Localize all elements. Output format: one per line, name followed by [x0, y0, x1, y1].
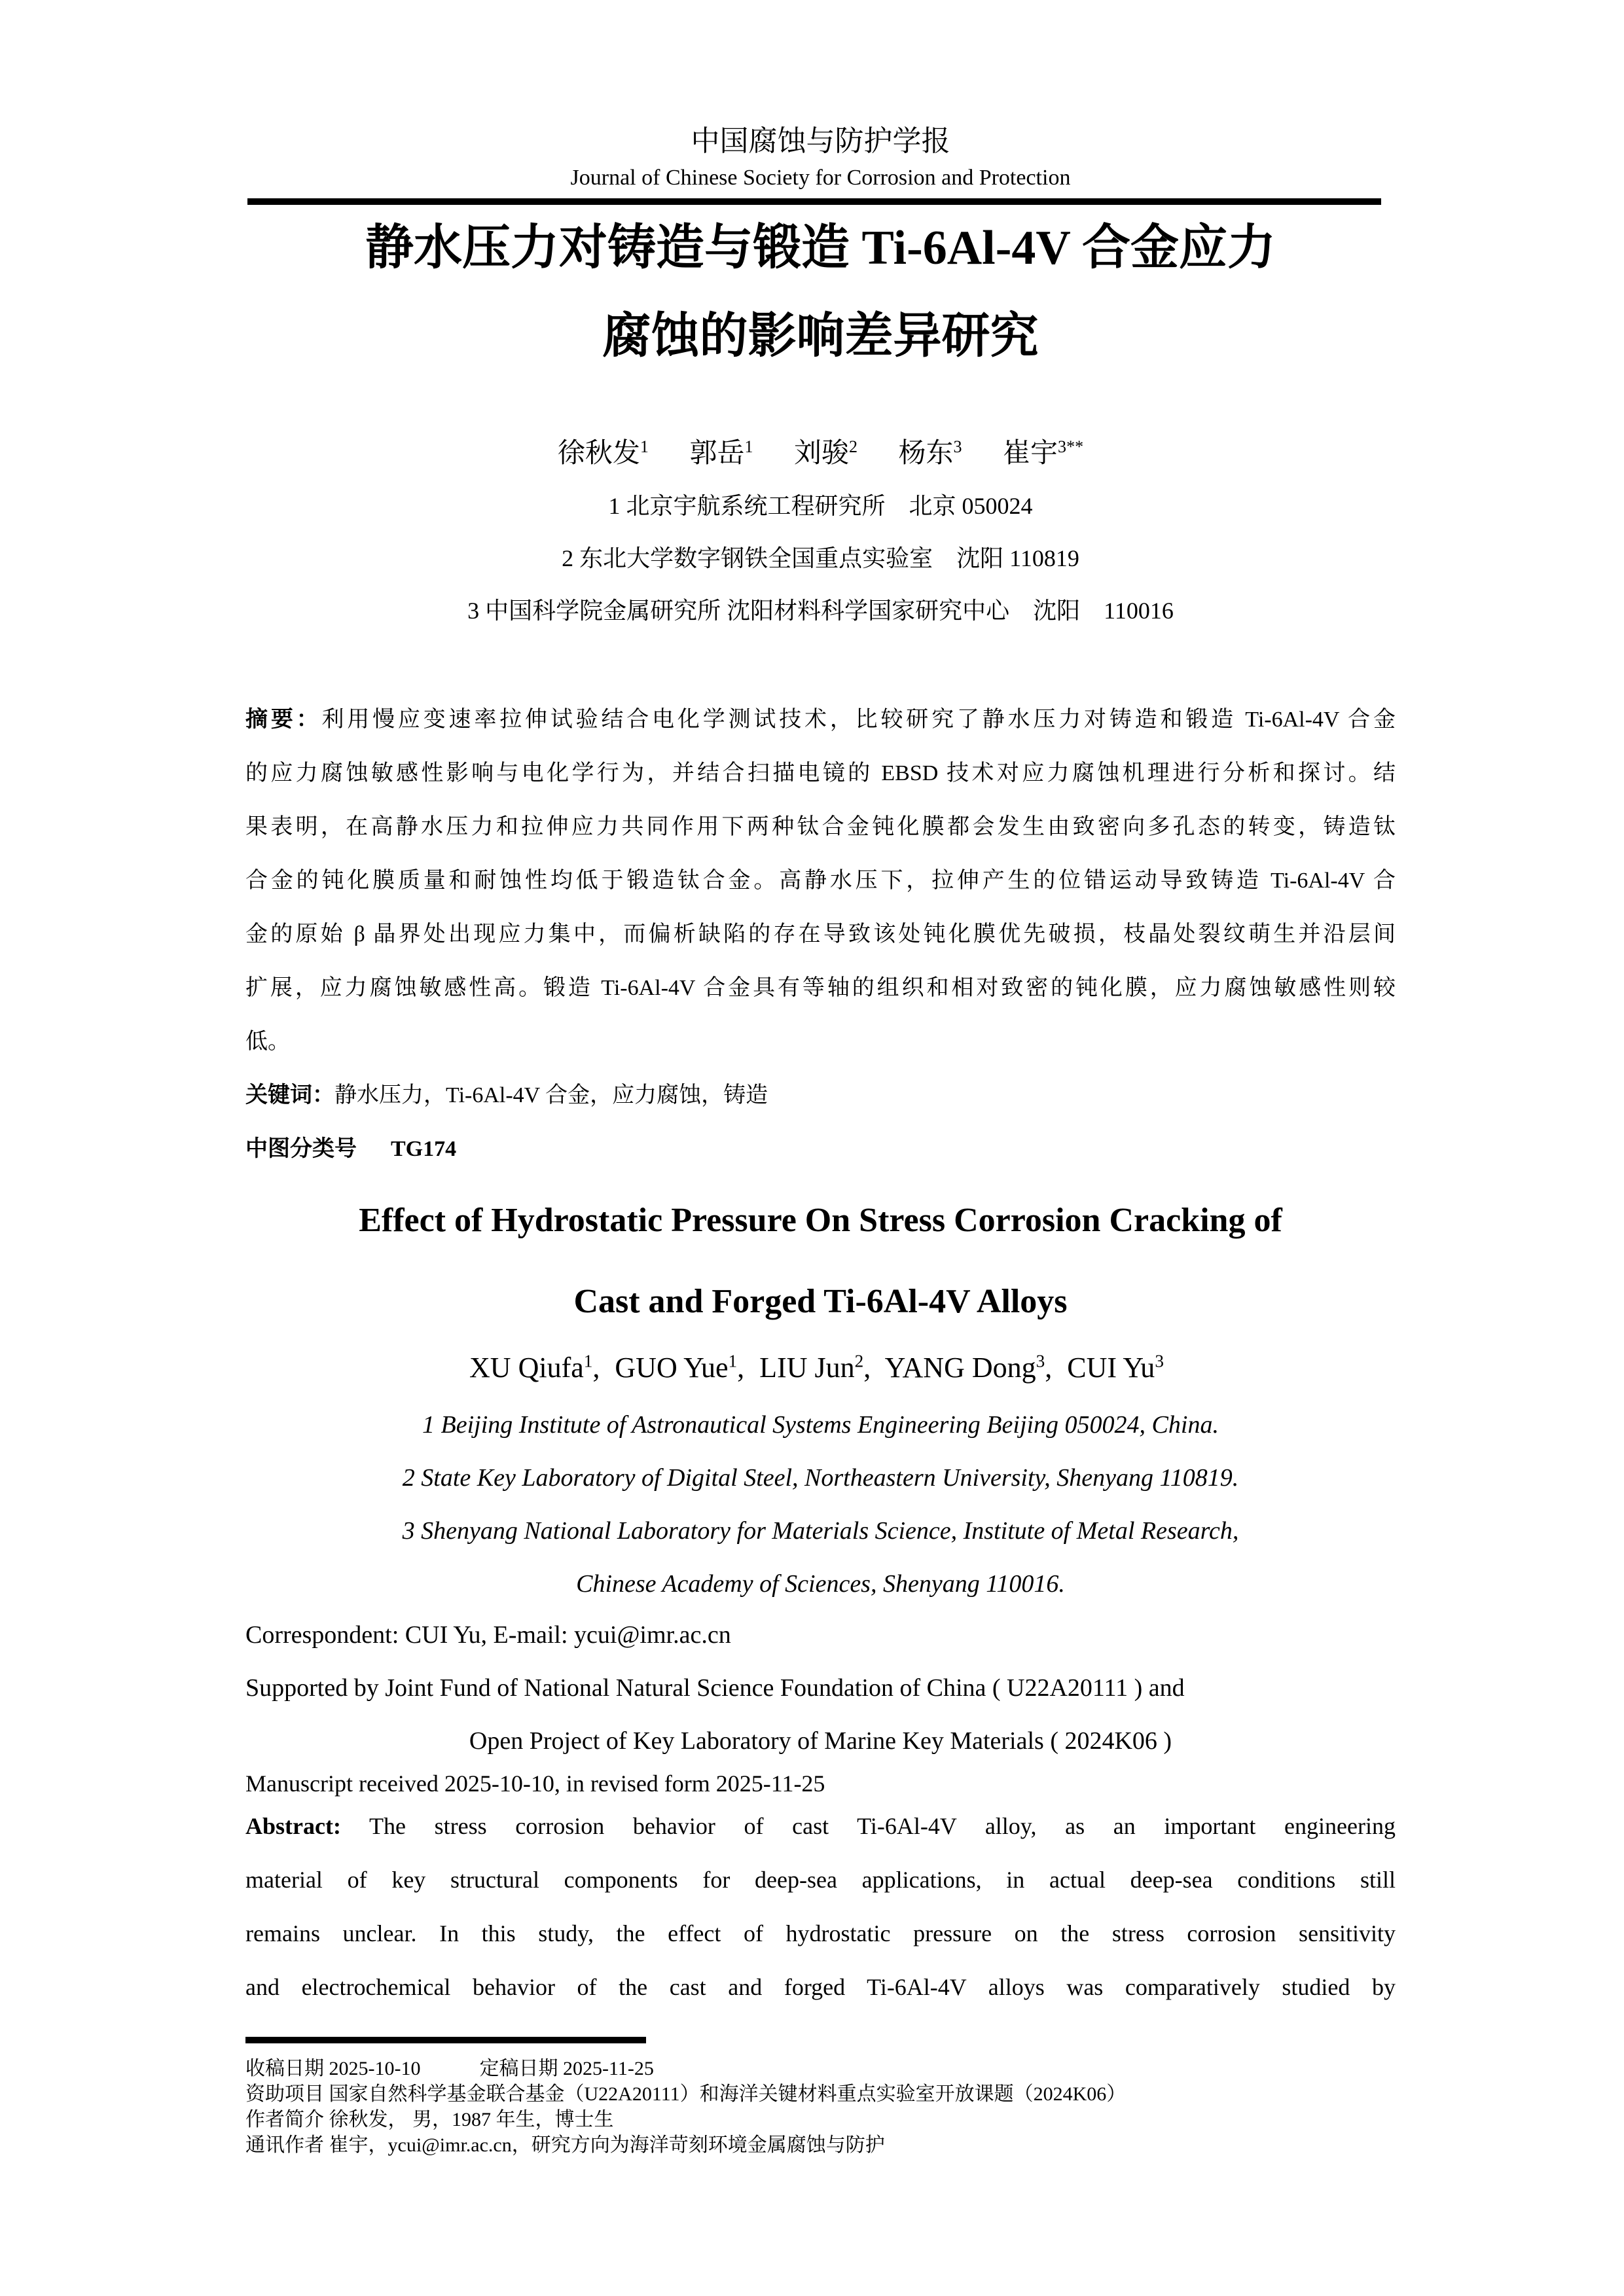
author-superscript: 1 — [583, 1351, 593, 1371]
paper-title-cn-line2: 腐蚀的影响差异研究 — [602, 310, 1039, 363]
paper-title-cn-line1: 静水压力对铸造与锻造 Ti-6Al-4V 合金应力 — [365, 221, 1276, 275]
paper-title-cn — [245, 204, 1396, 381]
footnote-line: 资助项目 国家自然科学基金联合基金（U22A20111）和海洋关键材料重点实验室开放课题（2024K06） — [245, 2083, 1127, 2105]
author-superscript: 3** — [1058, 437, 1084, 456]
paper-title-en — [245, 1180, 1396, 1342]
abstract-cn-line: 扩展，应力腐蚀敏感性高。锻造 Ti-6Al-4V 合金具有等轴的组织和相对致密的钝化膜，应力腐蚀敏感性则较 — [245, 976, 1396, 1000]
abstract-en-line: and electrochemical behavior of the cast and forged Ti-6Al-4V alloys was comparatively studied by — [245, 1974, 1396, 2000]
affiliation-cn: 1 北京宇航系统工程研究所 北京 050024 — [608, 493, 1033, 519]
abstract-cn-line — [245, 693, 1396, 747]
journal-title-en: Journal of Chinese Society for Corrosion and Protection — [570, 166, 1071, 190]
abstract-en — [245, 1799, 1396, 2014]
author-separator: , — [1045, 1352, 1053, 1384]
author-cn — [689, 427, 753, 480]
abstract-en-line — [245, 1799, 1396, 1853]
keywords-label: 关键词： — [245, 1083, 334, 1107]
clc-value: TG174 — [391, 1137, 457, 1161]
author-separator: , — [737, 1352, 745, 1384]
author-superscript: 1 — [640, 437, 649, 456]
affiliations-en — [245, 1399, 1396, 1611]
author-name: 郭岳 — [689, 439, 745, 469]
affiliation-en: Chinese Academy of Sciences, Shenyang 110016. — [576, 1570, 1065, 1598]
abstract-cn-line: 金的原始 β 晶界处出现应力集中，而偏析缺陷的存在导致该处钝化膜优先破损，枝晶处裂纹萌生并沿层间 — [245, 922, 1396, 946]
affiliation-en: 3 Shenyang National Laboratory for Materials Science, Institute of Metal Research, — [402, 1517, 1239, 1545]
author-name: XU Qiufa — [469, 1352, 584, 1384]
author-cn — [1003, 427, 1083, 480]
open-project-line: Open Project of Key Laboratory of Marine Key Materials ( 2024K06 ) — [469, 1727, 1172, 1755]
clc-label: 中图分类号 — [245, 1137, 357, 1161]
journal-title-cn: 中国腐蚀与防护学报 — [691, 125, 950, 157]
author-en — [469, 1352, 607, 1384]
footnote-rule — [245, 2037, 646, 2043]
author-superscript: 3 — [1036, 1351, 1045, 1371]
affiliation-cn: 2 东北大学数字钢铁全国重点实验室 沈阳 110819 — [562, 545, 1079, 571]
keywords-text: 静水压力，Ti-6Al-4V 合金，应力腐蚀，铸造 — [334, 1083, 768, 1107]
author-name: GUO Yue — [615, 1352, 729, 1384]
abstract-cn-line: 的应力腐蚀敏感性影响与电化学行为，并结合扫描电镜的 EBSD 技术对应力腐蚀机理进行分析和探讨。结 — [245, 761, 1396, 785]
author-cn — [558, 427, 649, 480]
author-superscript: 2 — [848, 437, 857, 456]
affiliation-en: 2 State Key Laboratory of Digital Steel, Northeastern University, Shenyang 110819. — [402, 1464, 1239, 1492]
author-en — [1067, 1352, 1172, 1384]
author-name: 崔宇 — [1003, 439, 1058, 469]
abstract-cn-text: 利用慢应变速率拉伸试验结合电化学测试技术，比较研究了静水压力对铸造和锻造 Ti-6Al-4V 合金 — [321, 708, 1396, 732]
author-superscript: 1 — [744, 437, 753, 456]
abstract-cn-line: 果表明，在高静水压力和拉伸应力共同作用下两种钛合金钝化膜都会发生由致密向多孔态的转变，铸造钛 — [245, 815, 1396, 839]
authors-en — [245, 1342, 1396, 1394]
author-name: 杨东 — [898, 439, 954, 469]
abstract-en-line: remains unclear. In this study, the effect of hydrostatic pressure on the stress corrosion sensitivity — [245, 1920, 1396, 1946]
author-name: YANG Dong — [884, 1352, 1036, 1384]
correspondence-block — [245, 1609, 1396, 1768]
abstract-en-label: Abstract: — [245, 1813, 341, 1839]
manuscript-line: Manuscript received 2025-10-10, in revised form 2025-11-25 — [245, 1770, 825, 1797]
correspondent-line: Correspondent: CUI Yu, E-mail: ycui@imr.ac.cn — [245, 1621, 731, 1649]
abstract-en-line: material of key structural components for deep-sea applications, in actual deep-sea conditions still — [245, 1867, 1396, 1893]
author-name: LIU Jun — [759, 1352, 855, 1384]
clc-line — [245, 1122, 1396, 1176]
author-separator: , — [592, 1352, 600, 1384]
paper-title-en-line2: Cast and Forged Ti-6Al-4V Alloys — [573, 1283, 1068, 1320]
paper-title-en-line1: Effect of Hydrostatic Pressure On Stress Corrosion Cracking of — [359, 1202, 1282, 1239]
author-en — [615, 1352, 752, 1384]
author-superscript: 3 — [1155, 1351, 1164, 1371]
affiliation-cn: 3 中国科学院金属研究所 沈阳材料科学国家研究中心 沈阳 110016 — [467, 598, 1174, 624]
footnote-line: 收稿日期 2025-10-10 定稿日期 2025-11-25 — [245, 2058, 654, 2079]
footnotes — [245, 2056, 1396, 2158]
abstract-cn — [245, 693, 1396, 1176]
abstract-cn-line: 低。 — [245, 1030, 290, 1054]
author-cn — [899, 427, 962, 480]
author-superscript: 2 — [854, 1351, 864, 1371]
keywords-line — [245, 1069, 1396, 1122]
author-en — [885, 1352, 1060, 1384]
author-en — [759, 1352, 878, 1384]
author-superscript: 3 — [953, 437, 962, 456]
author-name: 刘骏 — [793, 439, 849, 469]
footnote-line: 作者简介 徐秋发， 男，1987 年生，博士生 — [245, 2109, 614, 2130]
abstract-cn-line: 合金的钝化膜质量和耐蚀性均低于锻造钛合金。高静水压下，拉伸产生的位错运动导致铸造 Ti-6Al-4V 合 — [245, 869, 1396, 893]
supported-line: Supported by Joint Fund of National Natural Science Foundation of China ( U22A20111 ) and — [245, 1674, 1185, 1702]
author-name: CUI Yu — [1067, 1352, 1155, 1384]
author-separator: , — [863, 1352, 871, 1384]
author-cn — [794, 427, 857, 480]
abstract-cn-label: 摘要： — [245, 708, 322, 732]
author-name: 徐秋发 — [557, 439, 640, 469]
authors-cn — [245, 427, 1396, 637]
abstract-en-text: The stress corrosion behavior of cast Ti-6Al-4V alloy, as an important engineering — [369, 1813, 1396, 1839]
author-list-cn — [245, 427, 1396, 480]
footnote-line: 通讯作者 崔宇，ycui@imr.ac.cn，研究方向为海洋苛刻环境金属腐蚀与防护 — [245, 2134, 885, 2156]
author-superscript: 1 — [728, 1351, 738, 1371]
affiliation-en: 1 Beijing Institute of Astronautical Systems Engineering Beijing 050024, China. — [422, 1411, 1219, 1439]
